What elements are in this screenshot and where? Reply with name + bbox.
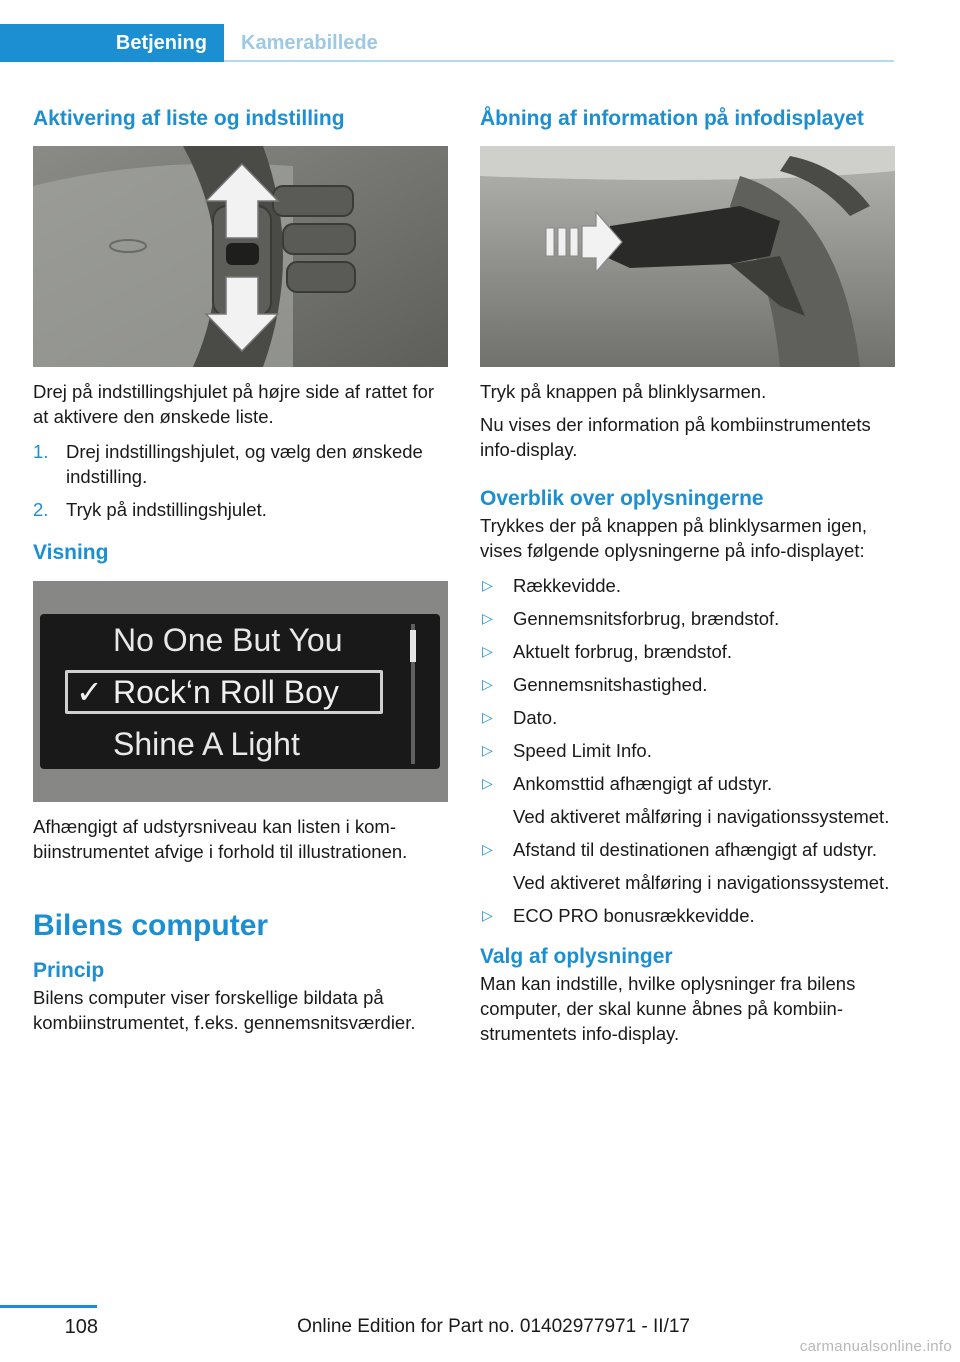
step-text: Tryk på indstillingshjulet. <box>66 499 267 520</box>
step-item <box>33 497 448 522</box>
list-item-text: Rækkevidde. <box>513 575 621 596</box>
page-number: 108 <box>64 1316 98 1338</box>
paragraph-drej: Drej på indstillingshjulet på højre side af rattet for at aktivere den ønskede liste. <box>33 381 435 427</box>
heading-valg: Valg af oplysninger <box>480 945 673 968</box>
display-list-illustration <box>33 581 448 802</box>
list-item-text: ECO PRO bonusrækkevidde. <box>513 905 755 926</box>
heading-overblik: Overblik over oplysningerne <box>480 487 764 510</box>
list-item <box>480 903 895 928</box>
watermark: carmanualsonline.info <box>799 1338 952 1355</box>
paragraph-trykkes: Trykkes der på knappen på blinklysarmen igen, vises følgende oplysningerne på info-displayet: <box>480 515 867 561</box>
list-item-text: Gennemsnitsforbrug, brændstof. <box>513 608 780 629</box>
edition-text: Online Edition for Part no. 01402977971 - II/17 <box>297 1316 690 1337</box>
step-number: 1. <box>33 441 49 462</box>
display-item: Shine A Light <box>113 726 300 762</box>
turn-signal-drawing <box>480 146 895 367</box>
step-item <box>33 439 448 489</box>
display-item-selected: Rock‘n Roll Boy <box>113 674 339 710</box>
triangle-bullet-icon: ▷ <box>482 676 493 692</box>
header-tabs <box>0 24 894 62</box>
turn-signal-illustration <box>480 146 895 367</box>
display-item: No One But You <box>113 622 343 658</box>
tab-underline <box>224 60 894 62</box>
footer-accent-line <box>0 1305 97 1308</box>
paragraph-tryk: Tryk på knappen på blinklysarmen. <box>480 381 767 402</box>
list-item-text: Ankomsttid afhængigt af udstyr. <box>513 773 773 794</box>
triangle-bullet-icon: ▷ <box>482 577 493 593</box>
info-bullet-list <box>480 573 895 928</box>
steering-wheel-drawing <box>33 146 448 367</box>
step-number: 2. <box>33 499 49 520</box>
triangle-bullet-icon: ▷ <box>482 610 493 626</box>
list-item <box>480 738 895 763</box>
display-screen <box>40 614 440 769</box>
list-item-subtext: Ved aktiveret målføring i navigationssystemet. <box>513 806 890 827</box>
step-text: Drej indstillingshjulet, og vælg den ønskede indstilling. <box>66 441 423 487</box>
left-column <box>33 100 448 1035</box>
list-item <box>480 771 895 829</box>
list-item-text: Aktuelt forbrug, brændstof. <box>513 641 733 662</box>
triangle-bullet-icon: ▷ <box>482 841 493 857</box>
paragraph-nu-vises: Nu vises der information på kombiinstrumentets info-display. <box>480 414 871 460</box>
triangle-bullet-icon: ▷ <box>482 643 493 659</box>
display-scroll-thumb <box>410 630 416 662</box>
heading-aktivering: Aktivering af liste og indstilling <box>33 107 345 130</box>
list-item-text: Afstand til destinationen afhængigt af udstyr. <box>513 839 878 860</box>
list-item <box>480 606 895 631</box>
check-icon: ✓ <box>76 673 103 711</box>
paragraph-princip: Bilens computer viser forskellige bildata på kombiinstrumentet, f.eks. gennemsnitsværdier. <box>33 987 416 1033</box>
section-title-bilens-computer: Bilens computer <box>33 909 269 942</box>
right-column <box>480 100 895 1046</box>
steps-list <box>33 439 448 522</box>
list-item-text: Dato. <box>513 707 558 728</box>
triangle-bullet-icon: ▷ <box>482 775 493 791</box>
tab-betjening[interactable]: Betjening <box>0 24 224 62</box>
list-item <box>480 705 895 730</box>
list-item <box>480 573 895 598</box>
list-item <box>480 639 895 664</box>
list-item-subtext: Ved aktiveret målføring i navigationssystemet. <box>513 872 890 893</box>
list-item <box>480 837 895 895</box>
paragraph-afhaengigt: Afhængigt af udstyrsniveau kan listen i kombiinstrumentet afvige i forhold til illustrationen. <box>33 816 408 862</box>
triangle-bullet-icon: ▷ <box>482 742 493 758</box>
list-item-text: Speed Limit Info. <box>513 740 652 761</box>
paragraph-valg: Man kan indstille, hvilke oplysninger fra bilens computer, der skal kunne åbnes på kombiinstrumentets info-display. <box>480 973 856 1044</box>
heading-visning: Visning <box>33 541 109 564</box>
heading-aabning: Åbning af information på infodisplayet <box>480 107 864 130</box>
steering-wheel-illustration <box>33 146 448 367</box>
list-item-text: Gennemsnitshastighed. <box>513 674 708 695</box>
tab-kamerabillede[interactable]: Kamerabillede <box>241 32 378 54</box>
heading-princip: Princip <box>33 959 105 982</box>
triangle-bullet-icon: ▷ <box>482 709 493 725</box>
list-item <box>480 672 895 697</box>
triangle-bullet-icon: ▷ <box>482 907 493 923</box>
